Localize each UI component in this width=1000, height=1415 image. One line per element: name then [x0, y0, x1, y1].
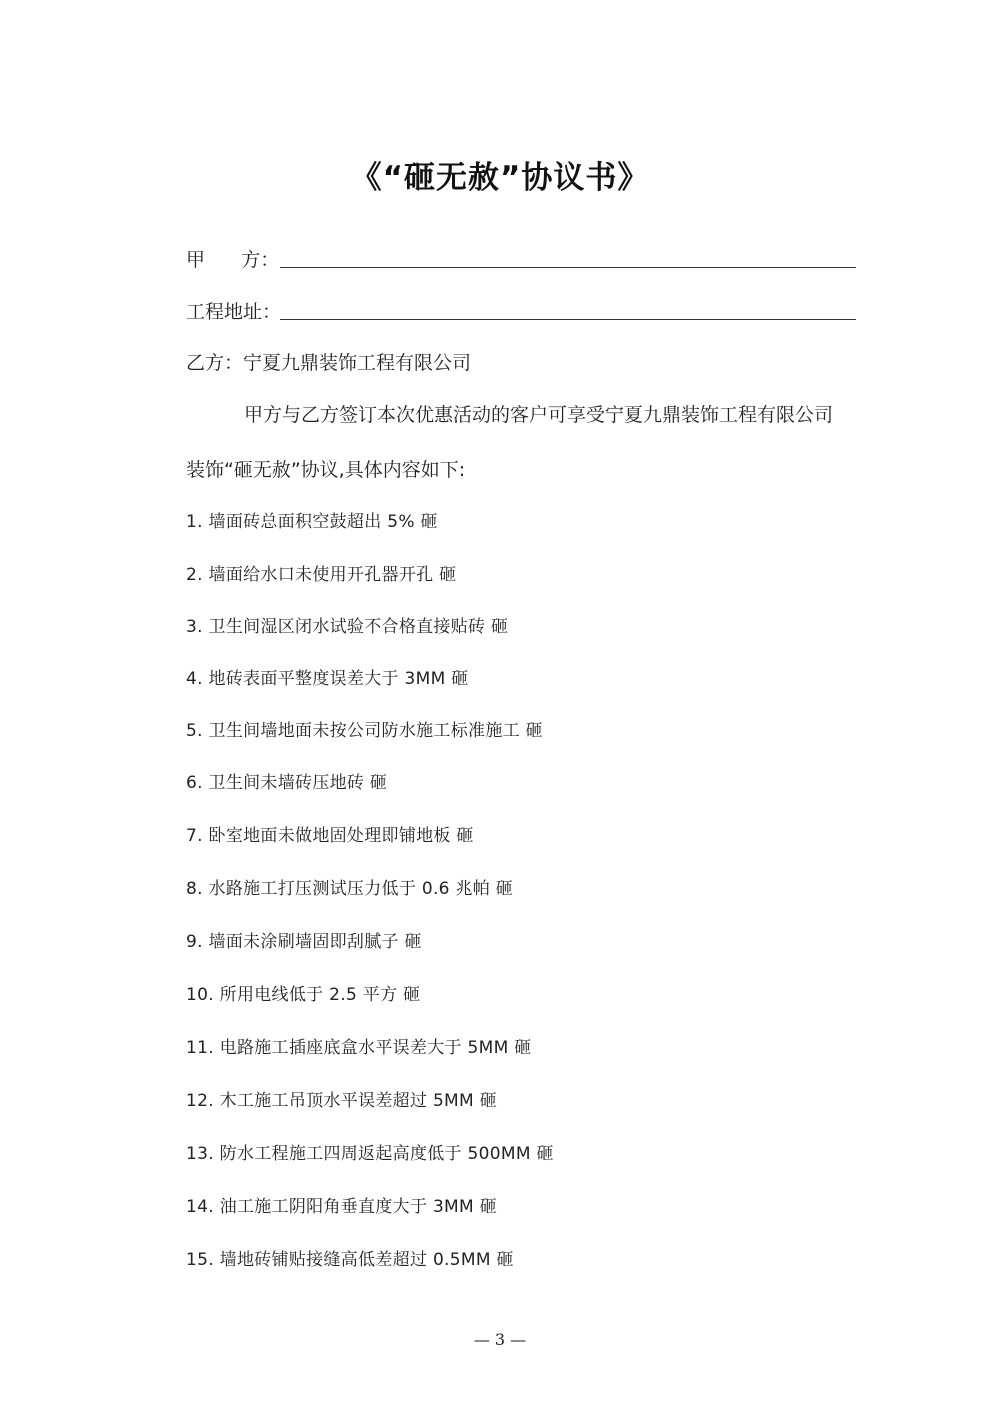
- document-title: 《“砸无赦”协议书》: [350, 160, 650, 196]
- intro-line-2: 装饰“砸无赦”协议,具体内容如下:: [186, 459, 466, 481]
- list-item: 4. 地砖表面平整度误差大于 3MM 砸: [186, 669, 469, 689]
- list-item: 14. 油工施工阴阳角垂直度大于 3MM 砸: [186, 1197, 497, 1217]
- party-a-label: 甲 方：: [186, 249, 280, 271]
- list-item: 6. 卫生间未墙砖压地砖 砸: [186, 773, 388, 793]
- list-item: 15. 墙地砖铺贴接缝高低差超过 0.5MM 砸: [186, 1250, 514, 1270]
- list-item: 2. 墙面给水口未使用开孔器开孔 砸: [186, 565, 457, 585]
- list-item: 3. 卫生间湿区闭水试验不合格直接贴砖 砸: [186, 617, 509, 637]
- list-item: 13. 防水工程施工四周返起高度低于 500MM 砸: [186, 1144, 554, 1164]
- address-field: [186, 297, 856, 327]
- list-item: 5. 卫生间墙地面未按公司防水施工标准施工 砸: [186, 721, 543, 741]
- address-blank-line: [280, 319, 856, 320]
- address-label: 工程地址：: [186, 301, 282, 323]
- list-item: 1. 墙面砖总面积空鼓超出 5% 砸: [186, 512, 438, 532]
- list-item: 11. 电路施工插座底盒水平误差大于 5MM 砸: [186, 1038, 532, 1058]
- intro-line-1: 甲方与乙方签订本次优惠活动的客户可享受宁夏九鼎装饰工程有限公司: [244, 404, 834, 426]
- list-item: 10. 所用电线低于 2.5 平方 砸: [186, 985, 421, 1005]
- party-a-field: [186, 245, 856, 275]
- party-b-line: 乙方：宁夏九鼎装饰工程有限公司: [186, 352, 472, 374]
- list-item: 9. 墙面未涂刷墙固即刮腻子 砸: [186, 932, 422, 952]
- list-item: 12. 木工施工吊顶水平误差超过 5MM 砸: [186, 1091, 497, 1111]
- party-a-blank-line: [280, 267, 856, 268]
- list-item: 7. 卧室地面未做地固处理即铺地板 砸: [186, 826, 474, 846]
- list-item: 8. 水路施工打压测试压力低于 0.6 兆帕 砸: [186, 879, 514, 899]
- page-number: — 3 —: [473, 1330, 527, 1349]
